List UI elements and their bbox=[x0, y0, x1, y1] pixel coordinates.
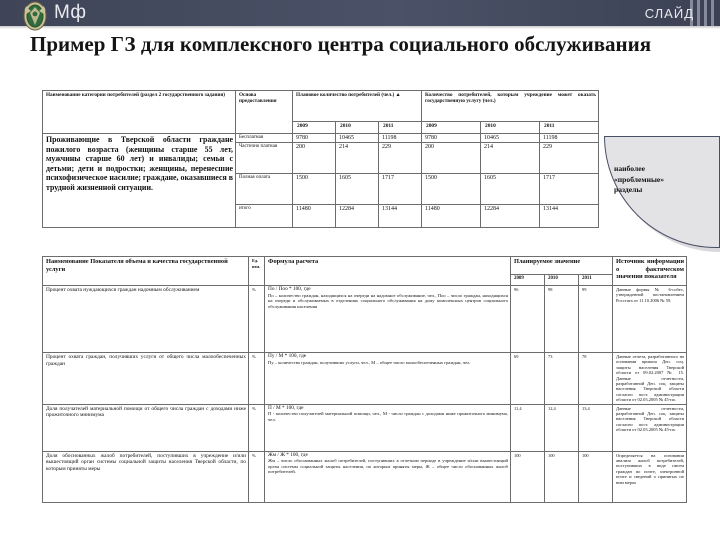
t1-capacity-0-2010: 10465 bbox=[481, 134, 540, 143]
table-row bbox=[43, 451, 687, 502]
t1-basis-0: Бесплатная bbox=[236, 134, 293, 143]
t1-year-capacity-2010: 2010 bbox=[481, 122, 540, 134]
t2-formula-1-rest: Пу – количество граждан, получивших услуги, чел., М – общее число малообеспеченных граждан, чел. bbox=[268, 359, 471, 365]
banner-gradient bbox=[0, 0, 720, 26]
t2-unit-3: % bbox=[249, 451, 265, 502]
t1-category-text: Проживающие в Тверской области граждане пожилого возраста (женщины старше 55 лет, мужчины старше 60 лет) и инвалиды; семьи с детьми; дети и подростки; женщины, перенесшие психофизическое насилие; граждане, оказавшиеся в трудной жизненной ситуации. bbox=[43, 134, 236, 228]
t1-basis-1: Частично платная bbox=[236, 143, 293, 174]
t2-formula-0 bbox=[265, 286, 511, 353]
banner-drop-shadow bbox=[0, 26, 720, 29]
t2-value-2-2009: 11,4 bbox=[511, 404, 545, 451]
t2-year-2009: 2009 bbox=[511, 275, 545, 286]
table-row bbox=[43, 353, 687, 405]
indicators-table bbox=[42, 256, 687, 503]
t2-formula-2-line1: П / М * 100, где bbox=[268, 404, 304, 411]
t2-value-2-2010: 12,4 bbox=[545, 404, 579, 451]
t2-year-2011: 2011 bbox=[579, 275, 613, 286]
t1-year-planned-2009: 2009 bbox=[293, 122, 336, 134]
t2-indicator-1: Процент охвата граждан, получивших услуги от общего числа малообеспеченных граждан bbox=[43, 353, 249, 405]
t1-planned-3-2009: 11480 bbox=[293, 205, 336, 228]
callout-line-1: наиболее bbox=[614, 164, 645, 173]
t1-planned-3-2011: 13144 bbox=[379, 205, 422, 228]
banner-tick-4 bbox=[711, 0, 714, 26]
t1-capacity-3-2009: 11480 bbox=[422, 205, 481, 228]
t1-planned-0-2011: 11198 bbox=[379, 134, 422, 143]
t2-indicator-0: Процент охвата нуждающихся граждан надомным обслуживанием bbox=[43, 286, 249, 353]
t2-unit-1: % bbox=[249, 353, 265, 405]
t1-basis-2: Полная оплата bbox=[236, 174, 293, 205]
t2-col-source: Источник информации о фактическом значении показателя bbox=[613, 257, 687, 286]
t2-indicator-2: Доля получателей материальной помощи от общего числа граждан с доходами ниже прожиточного минимума bbox=[43, 404, 249, 451]
t1-planned-1-2010: 214 bbox=[336, 143, 379, 174]
slide-label: СЛАЙД bbox=[644, 5, 694, 21]
t2-value-0-2009: 96 bbox=[511, 286, 545, 353]
t1-capacity-0-2009: 9780 bbox=[422, 134, 481, 143]
top-banner bbox=[0, 0, 720, 26]
t1-year-planned-2011: 2011 bbox=[379, 122, 422, 134]
t2-value-1-2010: 73 bbox=[545, 353, 579, 405]
t2-value-3-2009: 100 bbox=[511, 451, 545, 502]
t1-year-planned-2010: 2010 bbox=[336, 122, 379, 134]
t2-formula-3-rest: Жм – число обоснованных жалоб потребителей, поступивших в отчетном периоде в учреждение и/или вышестоящий орган системы социальной защиты населения, по которым приняты меры, Ж – общее число обоснованных жалоб потребителей. bbox=[268, 458, 508, 475]
t1-planned-0-2010: 10465 bbox=[336, 134, 379, 143]
t1-capacity-1-2011: 229 bbox=[540, 143, 599, 174]
t1-planned-2-2009: 1500 bbox=[293, 174, 336, 205]
t2-value-0-2011: 99 bbox=[579, 286, 613, 353]
t1-planned-3-2010: 12284 bbox=[336, 205, 379, 228]
t2-source-0: Данные формы № 6-собес, утвержденной постановлением Росстата от 11.10.2006 № 59. bbox=[613, 286, 687, 353]
callout-line-2: «проблемные» bbox=[614, 174, 665, 184]
page-title: Пример ГЗ для комплексного центра социального обслуживания bbox=[30, 32, 652, 56]
table2-header-row bbox=[43, 257, 687, 275]
t2-value-3-2010: 100 bbox=[545, 451, 579, 502]
coat-of-arms-icon bbox=[22, 1, 48, 31]
t1-capacity-1-2010: 214 bbox=[481, 143, 540, 174]
brand-title: Мф bbox=[54, 2, 87, 23]
t1-year-capacity-2009: 2009 bbox=[422, 122, 481, 134]
t1-planned-0-2009: 9780 bbox=[293, 134, 336, 143]
t1-planned-2-2011: 1717 bbox=[379, 174, 422, 205]
consumers-table bbox=[42, 90, 599, 228]
t1-capacity-1-2009: 200 bbox=[422, 143, 481, 174]
t1-capacity-3-2011: 13144 bbox=[540, 205, 599, 228]
t1-planned-2-2010: 1605 bbox=[336, 174, 379, 205]
banner-tick-3 bbox=[704, 0, 707, 26]
t2-formula-1-line1: Пу / М * 100, где bbox=[268, 353, 307, 359]
t2-value-2-2011: 13,4 bbox=[579, 404, 613, 451]
t2-formula-2 bbox=[265, 404, 511, 451]
t1-basis-3: итого bbox=[236, 205, 293, 228]
t1-capacity-2-2009: 1500 bbox=[422, 174, 481, 205]
banner-tick-2 bbox=[697, 0, 700, 26]
t1-capacity-3-2010: 12284 bbox=[481, 205, 540, 228]
t2-formula-0-rest: По – количество граждан, находящихся на очереди на надомное обслуживание, чел., Поо – число граждан, находящихся на очереди и обслуживаемых в отделениях социального обслуживания на дому комплексных центров социального обслуживания населения bbox=[268, 292, 508, 309]
t1-planned-1-2009: 200 bbox=[293, 143, 336, 174]
t2-value-1-2011: 78 bbox=[579, 353, 613, 405]
callout-text bbox=[614, 164, 706, 196]
t1-capacity-2-2011: 1717 bbox=[540, 174, 599, 205]
table-row bbox=[43, 404, 687, 451]
t1-year-capacity-2011: 2011 bbox=[540, 122, 599, 134]
t1-capacity-2-2010: 1605 bbox=[481, 174, 540, 205]
t2-source-2: Данные отчетности, разработанной Деп. соц. защиты населения Тверской области согласно пост. администрации области от 02.03.2005 № 45-па. bbox=[613, 404, 687, 451]
t1-col-planned: Плановое количество потребителей (чел.) ▲ bbox=[293, 91, 422, 122]
t2-col-indicator: Наименование Показателя объема и качества государственной услуги bbox=[43, 257, 249, 286]
table-row bbox=[43, 134, 599, 143]
t1-col-capacity: Количество потребителей, которым учреждение может оказать государственную услугу (чел.) bbox=[422, 91, 599, 122]
t1-col-category: Наименование категории потребителей (раздел 2 государственного задания) bbox=[43, 91, 236, 134]
t2-col-formula: Формула расчета bbox=[265, 257, 511, 286]
table1-header-row bbox=[43, 91, 599, 122]
t2-col-planned: Планируемое значение bbox=[511, 257, 613, 275]
t2-col-unit: Ед. изм. bbox=[249, 257, 265, 286]
callout-line-3: разделы bbox=[614, 185, 643, 194]
t2-formula-3-line1: Жм / Ж * 100, где bbox=[268, 451, 308, 458]
t2-formula-0-line1: По / Поо * 100, где bbox=[268, 286, 311, 292]
t2-formula-2-rest: П - количество получателей материальной помощи, чел., М - число граждан с доходами ниже прожиточного минимума, чел. bbox=[268, 411, 508, 422]
t2-formula-3 bbox=[265, 451, 511, 502]
t1-col-basis: Основа предоставления bbox=[236, 91, 293, 134]
t2-value-0-2010: 98 bbox=[545, 286, 579, 353]
t2-unit-2: % bbox=[249, 404, 265, 451]
t2-formula-1 bbox=[265, 353, 511, 405]
t2-value-1-2009: 69 bbox=[511, 353, 545, 405]
table-row bbox=[43, 286, 687, 353]
t1-planned-1-2011: 229 bbox=[379, 143, 422, 174]
t1-capacity-0-2011: 11198 bbox=[540, 134, 599, 143]
t2-year-2010: 2010 bbox=[545, 275, 579, 286]
t2-source-1: Данные отчета, разработанного на основании приказа Деп. соц. защиты населения Тверской области от 09.02.2007 № 15. Данные отчетности, разработанной Деп. соц. защиты населения Тверской области согласно пост. администрации области от 02.03.2005 № 45-па. bbox=[613, 353, 687, 405]
t2-value-3-2011: 100 bbox=[579, 451, 613, 502]
t2-unit-0: % bbox=[249, 286, 265, 353]
t2-source-3: Определяется на основании анализа жалоб потребителей, поступивших в виде писем граждан по почте, электронной почте и сведений о принятых по ним мерах bbox=[613, 451, 687, 502]
t2-indicator-3: Доля обоснованных жалоб потребителей, поступивших в учреждение и/или вышестоящий орган системы социальной защиты населения Тверской области, по которым приняты меры bbox=[43, 451, 249, 502]
